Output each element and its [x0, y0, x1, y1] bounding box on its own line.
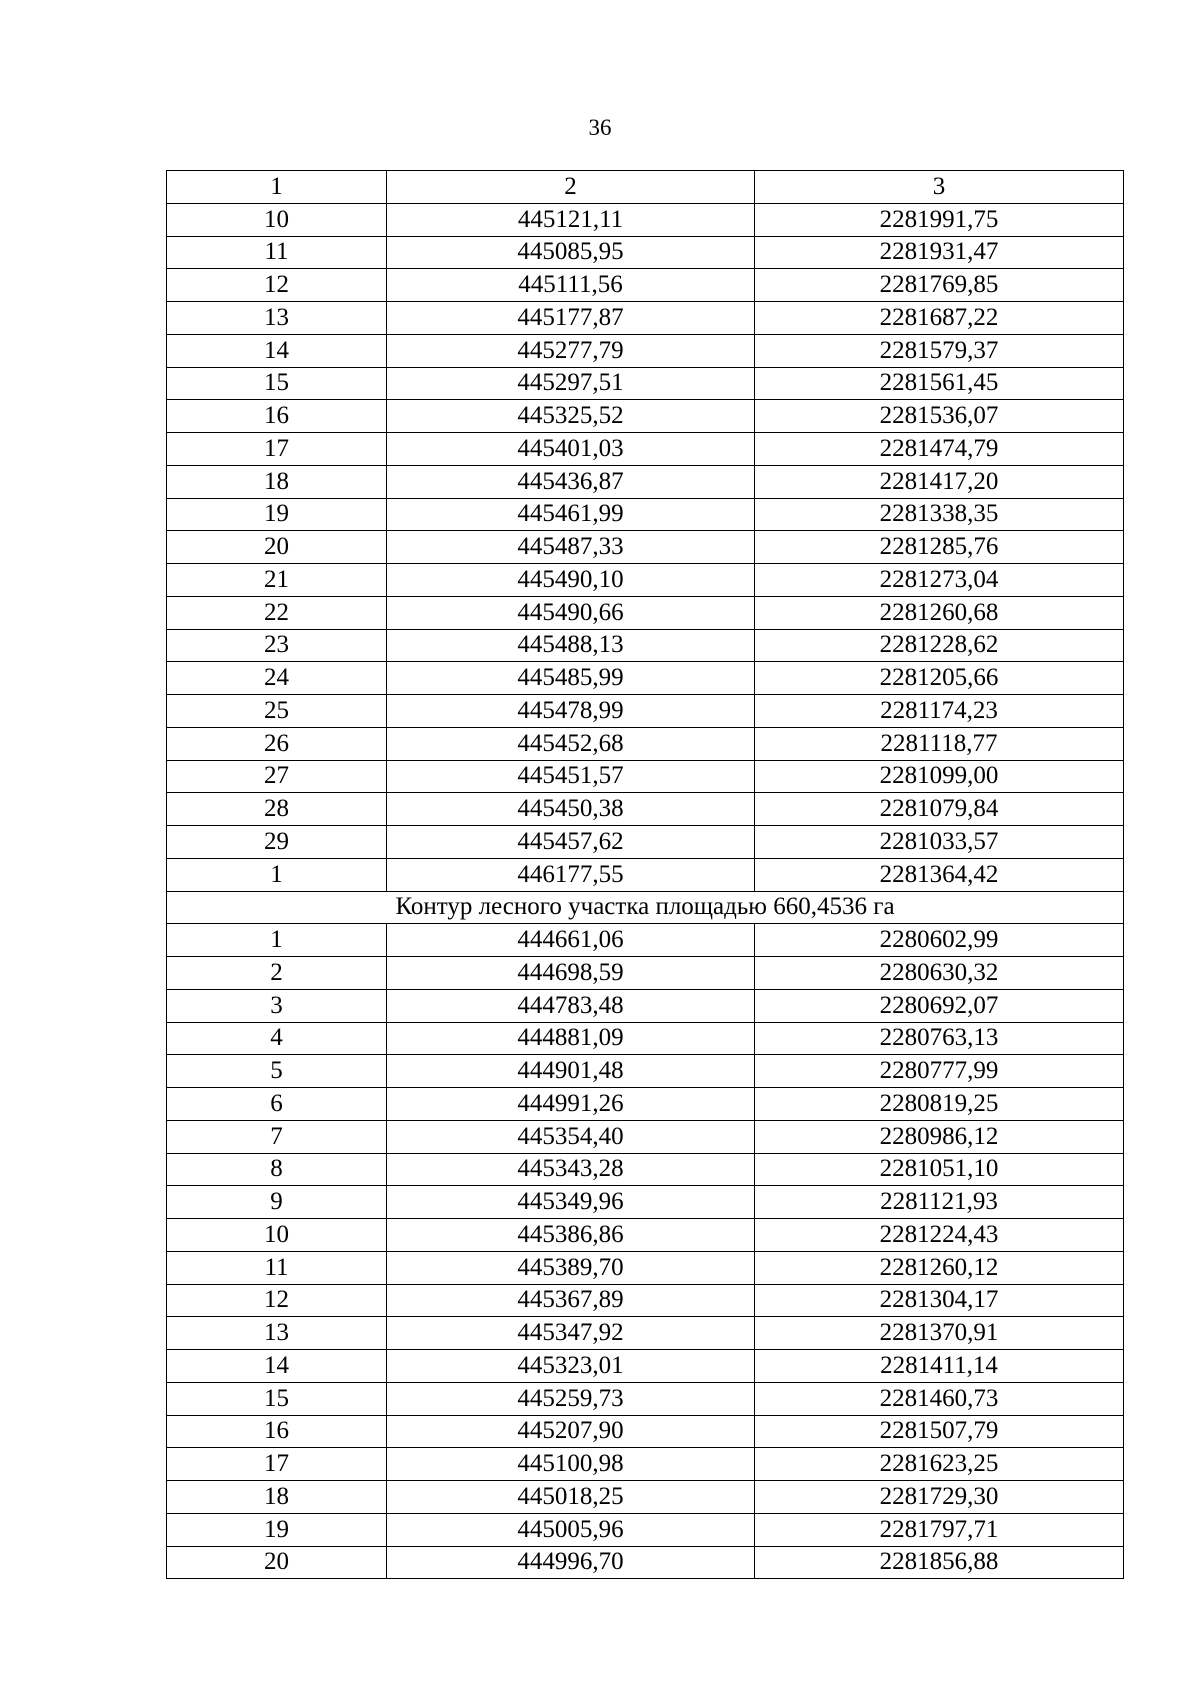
point-number-cell: 8 — [167, 1153, 387, 1186]
y-coordinate-cell: 2281174,23 — [755, 695, 1124, 728]
coordinates-table — [166, 170, 1124, 1579]
table-row — [167, 662, 1124, 695]
x-coordinate-cell: 445451,57 — [387, 760, 755, 793]
point-number-cell: 26 — [167, 727, 387, 760]
point-number-cell: 18 — [167, 1481, 387, 1514]
table-row — [167, 302, 1124, 335]
x-coordinate-cell: 445085,95 — [387, 236, 755, 269]
table-row — [167, 1350, 1124, 1383]
point-number-cell: 28 — [167, 793, 387, 826]
y-coordinate-cell: 2281118,77 — [755, 727, 1124, 760]
table-row — [167, 826, 1124, 859]
table-row — [167, 1317, 1124, 1350]
table-row — [167, 727, 1124, 760]
table-row — [167, 989, 1124, 1022]
table-row — [167, 760, 1124, 793]
point-number-cell: 6 — [167, 1088, 387, 1121]
table-row — [167, 203, 1124, 236]
table-row — [167, 367, 1124, 400]
y-coordinate-cell: 2281079,84 — [755, 793, 1124, 826]
point-number-cell: 4 — [167, 1022, 387, 1055]
point-number-cell: 1 — [167, 858, 387, 891]
point-number-cell: 17 — [167, 433, 387, 466]
x-coordinate-cell: 445177,87 — [387, 302, 755, 335]
point-number-cell: 25 — [167, 695, 387, 728]
y-coordinate-cell: 2281285,76 — [755, 531, 1124, 564]
point-number-cell: 12 — [167, 269, 387, 302]
table-row — [167, 858, 1124, 891]
point-number-cell: 18 — [167, 465, 387, 498]
table-row — [167, 1219, 1124, 1252]
column-number-cell: 2 — [387, 171, 755, 204]
y-coordinate-cell: 2281687,22 — [755, 302, 1124, 335]
column-number-row — [167, 171, 1124, 204]
point-number-cell: 19 — [167, 1513, 387, 1546]
y-coordinate-cell: 2281797,71 — [755, 1513, 1124, 1546]
table-row — [167, 596, 1124, 629]
table-row — [167, 1546, 1124, 1579]
x-coordinate-cell: 445323,01 — [387, 1350, 755, 1383]
y-coordinate-cell: 2281623,25 — [755, 1448, 1124, 1481]
y-coordinate-cell: 2280763,13 — [755, 1022, 1124, 1055]
table-row — [167, 269, 1124, 302]
x-coordinate-cell: 445343,28 — [387, 1153, 755, 1186]
point-number-cell: 12 — [167, 1284, 387, 1317]
y-coordinate-cell: 2281273,04 — [755, 564, 1124, 597]
table-row — [167, 433, 1124, 466]
y-coordinate-cell: 2281228,62 — [755, 629, 1124, 662]
table-row — [167, 1186, 1124, 1219]
table-row — [167, 957, 1124, 990]
table-row — [167, 564, 1124, 597]
y-coordinate-cell: 2281304,17 — [755, 1284, 1124, 1317]
point-number-cell: 20 — [167, 531, 387, 564]
table-row — [167, 1448, 1124, 1481]
table-row — [167, 498, 1124, 531]
x-coordinate-cell: 445485,99 — [387, 662, 755, 695]
point-number-cell: 13 — [167, 1317, 387, 1350]
x-coordinate-cell: 444991,26 — [387, 1088, 755, 1121]
y-coordinate-cell: 2281856,88 — [755, 1546, 1124, 1579]
y-coordinate-cell: 2281205,66 — [755, 662, 1124, 695]
x-coordinate-cell: 445347,92 — [387, 1317, 755, 1350]
x-coordinate-cell: 445259,73 — [387, 1382, 755, 1415]
point-number-cell: 29 — [167, 826, 387, 859]
y-coordinate-cell: 2281729,30 — [755, 1481, 1124, 1514]
table-row — [167, 1022, 1124, 1055]
x-coordinate-cell: 445490,66 — [387, 596, 755, 629]
coordinates-table-body — [167, 171, 1124, 1579]
y-coordinate-cell: 2281033,57 — [755, 826, 1124, 859]
x-coordinate-cell: 445478,99 — [387, 695, 755, 728]
point-number-cell: 15 — [167, 367, 387, 400]
point-number-cell: 7 — [167, 1120, 387, 1153]
table-row — [167, 1055, 1124, 1088]
x-coordinate-cell: 444783,48 — [387, 989, 755, 1022]
y-coordinate-cell: 2281474,79 — [755, 433, 1124, 466]
table-row — [167, 1088, 1124, 1121]
x-coordinate-cell: 446177,55 — [387, 858, 755, 891]
x-coordinate-cell: 445452,68 — [387, 727, 755, 760]
table-row — [167, 236, 1124, 269]
x-coordinate-cell: 445367,89 — [387, 1284, 755, 1317]
point-number-cell: 21 — [167, 564, 387, 597]
table-row — [167, 1284, 1124, 1317]
table-row — [167, 400, 1124, 433]
y-coordinate-cell: 2281411,14 — [755, 1350, 1124, 1383]
y-coordinate-cell: 2281051,10 — [755, 1153, 1124, 1186]
x-coordinate-cell: 445457,62 — [387, 826, 755, 859]
point-number-cell: 19 — [167, 498, 387, 531]
point-number-cell: 10 — [167, 1219, 387, 1252]
x-coordinate-cell: 445100,98 — [387, 1448, 755, 1481]
x-coordinate-cell: 445121,11 — [387, 203, 755, 236]
point-number-cell: 16 — [167, 1415, 387, 1448]
x-coordinate-cell: 445488,13 — [387, 629, 755, 662]
y-coordinate-cell: 2280777,99 — [755, 1055, 1124, 1088]
y-coordinate-cell: 2281417,20 — [755, 465, 1124, 498]
point-number-cell: 23 — [167, 629, 387, 662]
x-coordinate-cell: 444881,09 — [387, 1022, 755, 1055]
y-coordinate-cell: 2281507,79 — [755, 1415, 1124, 1448]
point-number-cell: 11 — [167, 236, 387, 269]
point-number-cell: 3 — [167, 989, 387, 1022]
y-coordinate-cell: 2281260,12 — [755, 1251, 1124, 1284]
section-title: Контур лесного участка площадью 660,4536 га — [167, 891, 1124, 924]
y-coordinate-cell: 2281561,45 — [755, 367, 1124, 400]
point-number-cell: 5 — [167, 1055, 387, 1088]
y-coordinate-cell: 2281364,42 — [755, 858, 1124, 891]
y-coordinate-cell: 2281931,47 — [755, 236, 1124, 269]
y-coordinate-cell: 2280986,12 — [755, 1120, 1124, 1153]
y-coordinate-cell: 2281370,91 — [755, 1317, 1124, 1350]
y-coordinate-cell: 2281579,37 — [755, 334, 1124, 367]
table-row — [167, 465, 1124, 498]
x-coordinate-cell: 445005,96 — [387, 1513, 755, 1546]
y-coordinate-cell: 2280819,25 — [755, 1088, 1124, 1121]
x-coordinate-cell: 445297,51 — [387, 367, 755, 400]
x-coordinate-cell: 444661,06 — [387, 924, 755, 957]
x-coordinate-cell: 445490,10 — [387, 564, 755, 597]
table-row — [167, 334, 1124, 367]
point-number-cell: 9 — [167, 1186, 387, 1219]
y-coordinate-cell: 2281099,00 — [755, 760, 1124, 793]
point-number-cell: 22 — [167, 596, 387, 629]
x-coordinate-cell: 445354,40 — [387, 1120, 755, 1153]
x-coordinate-cell: 445436,87 — [387, 465, 755, 498]
point-number-cell: 20 — [167, 1546, 387, 1579]
x-coordinate-cell: 445349,96 — [387, 1186, 755, 1219]
x-coordinate-cell: 445277,79 — [387, 334, 755, 367]
x-coordinate-cell: 445111,56 — [387, 269, 755, 302]
x-coordinate-cell: 445325,52 — [387, 400, 755, 433]
x-coordinate-cell: 445389,70 — [387, 1251, 755, 1284]
y-coordinate-cell: 2281991,75 — [755, 203, 1124, 236]
table-row — [167, 629, 1124, 662]
x-coordinate-cell: 444996,70 — [387, 1546, 755, 1579]
point-number-cell: 27 — [167, 760, 387, 793]
y-coordinate-cell: 2281769,85 — [755, 269, 1124, 302]
point-number-cell: 16 — [167, 400, 387, 433]
column-number-cell: 3 — [755, 171, 1124, 204]
point-number-cell: 13 — [167, 302, 387, 335]
x-coordinate-cell: 444901,48 — [387, 1055, 755, 1088]
x-coordinate-cell: 445461,99 — [387, 498, 755, 531]
point-number-cell: 10 — [167, 203, 387, 236]
table-row — [167, 695, 1124, 728]
y-coordinate-cell: 2281224,43 — [755, 1219, 1124, 1252]
x-coordinate-cell: 445386,86 — [387, 1219, 755, 1252]
table-row — [167, 1415, 1124, 1448]
point-number-cell: 24 — [167, 662, 387, 695]
x-coordinate-cell: 445207,90 — [387, 1415, 755, 1448]
x-coordinate-cell: 445487,33 — [387, 531, 755, 564]
y-coordinate-cell: 2280602,99 — [755, 924, 1124, 957]
y-coordinate-cell: 2280692,07 — [755, 989, 1124, 1022]
y-coordinate-cell: 2281536,07 — [755, 400, 1124, 433]
table-row — [167, 531, 1124, 564]
page-number: 36 — [588, 115, 612, 140]
y-coordinate-cell: 2281121,93 — [755, 1186, 1124, 1219]
x-coordinate-cell: 445018,25 — [387, 1481, 755, 1514]
y-coordinate-cell: 2280630,32 — [755, 957, 1124, 990]
y-coordinate-cell: 2281338,35 — [755, 498, 1124, 531]
x-coordinate-cell: 445450,38 — [387, 793, 755, 826]
table-row — [167, 924, 1124, 957]
point-number-cell: 15 — [167, 1382, 387, 1415]
point-number-cell: 11 — [167, 1251, 387, 1284]
y-coordinate-cell: 2281460,73 — [755, 1382, 1124, 1415]
point-number-cell: 2 — [167, 957, 387, 990]
table-row — [167, 793, 1124, 826]
table-row — [167, 1382, 1124, 1415]
section-title-row — [167, 891, 1124, 924]
x-coordinate-cell: 444698,59 — [387, 957, 755, 990]
point-number-cell: 17 — [167, 1448, 387, 1481]
point-number-cell: 14 — [167, 334, 387, 367]
y-coordinate-cell: 2281260,68 — [755, 596, 1124, 629]
table-row — [167, 1120, 1124, 1153]
x-coordinate-cell: 445401,03 — [387, 433, 755, 466]
table-row — [167, 1513, 1124, 1546]
table-row — [167, 1251, 1124, 1284]
point-number-cell: 14 — [167, 1350, 387, 1383]
table-row — [167, 1481, 1124, 1514]
point-number-cell: 1 — [167, 924, 387, 957]
table-row — [167, 1153, 1124, 1186]
column-number-cell: 1 — [167, 171, 387, 204]
